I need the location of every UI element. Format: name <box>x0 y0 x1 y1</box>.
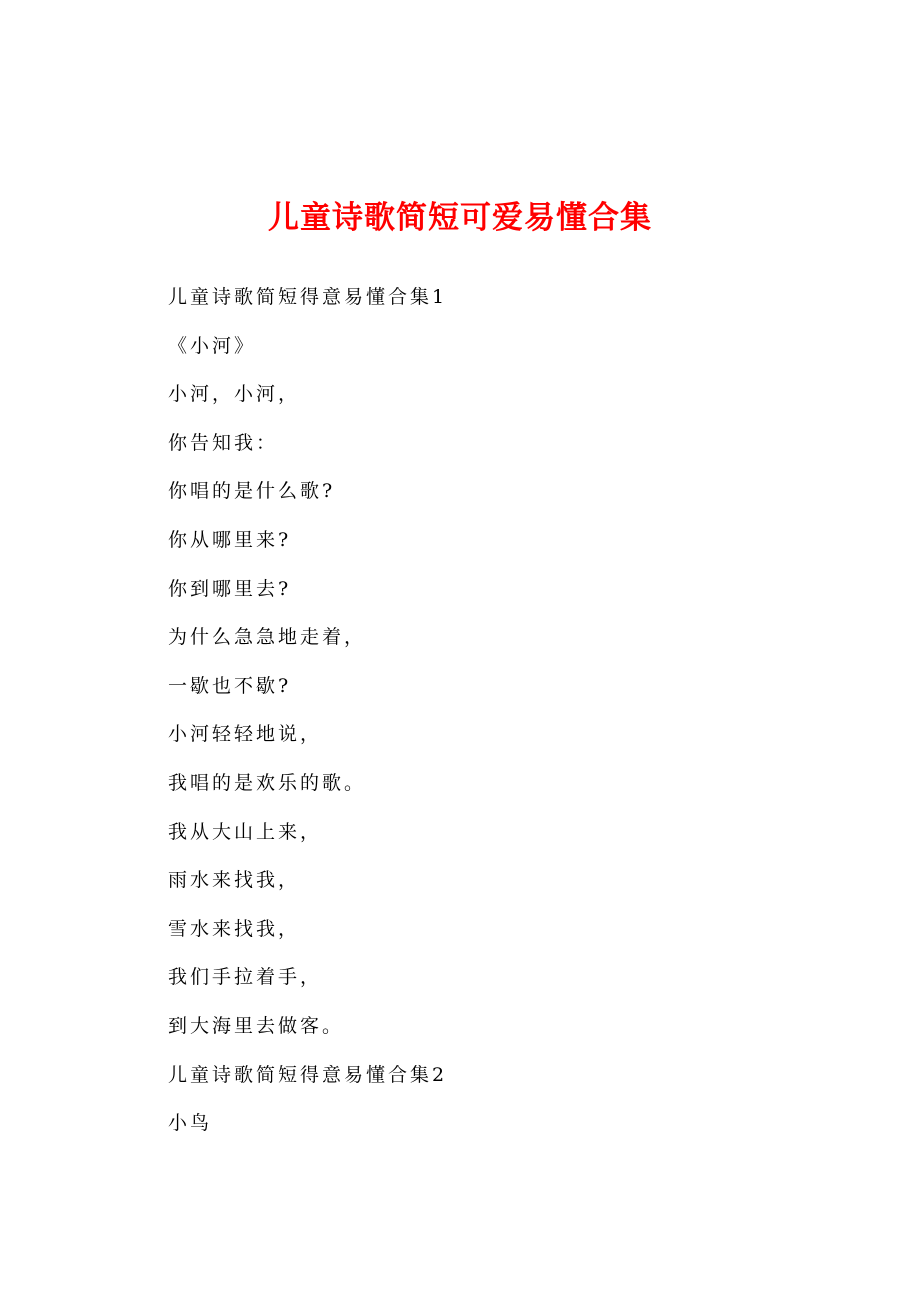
text-line: 你到哪里去? <box>168 577 292 600</box>
text-line: 小河轻轻地说， <box>168 723 323 746</box>
text-line: 为什么急急地走着， <box>168 626 367 649</box>
text-line: 我从大山上来， <box>168 820 323 843</box>
poem-body <box>168 282 848 1157</box>
text-line: 雨水来找我， <box>168 869 301 892</box>
text-line: 你从哪里来? <box>168 528 292 551</box>
text-line: 到大海里去做客。 <box>168 1014 345 1037</box>
text-line: 小鸟 <box>168 1112 213 1135</box>
document-title: 儿童诗歌简短可爱易懂合集 <box>268 200 652 236</box>
text-line: 儿童诗歌简短得意易懂合集2 <box>168 1063 448 1086</box>
text-line: 雪水来找我， <box>168 917 301 940</box>
text-line: 你唱的是什么歌? <box>168 480 336 503</box>
text-line: 小河，小河， <box>168 383 301 406</box>
text-line: 我唱的是欢乐的歌。 <box>168 771 367 794</box>
text-line: 儿童诗歌简短得意易懂合集1 <box>168 286 448 308</box>
text-line: 《小河》 <box>168 334 257 357</box>
text-line: 一歇也不歇? <box>168 674 292 697</box>
text-line: 我们手拉着手， <box>168 966 323 989</box>
text-line: 你告知我： <box>168 431 279 454</box>
